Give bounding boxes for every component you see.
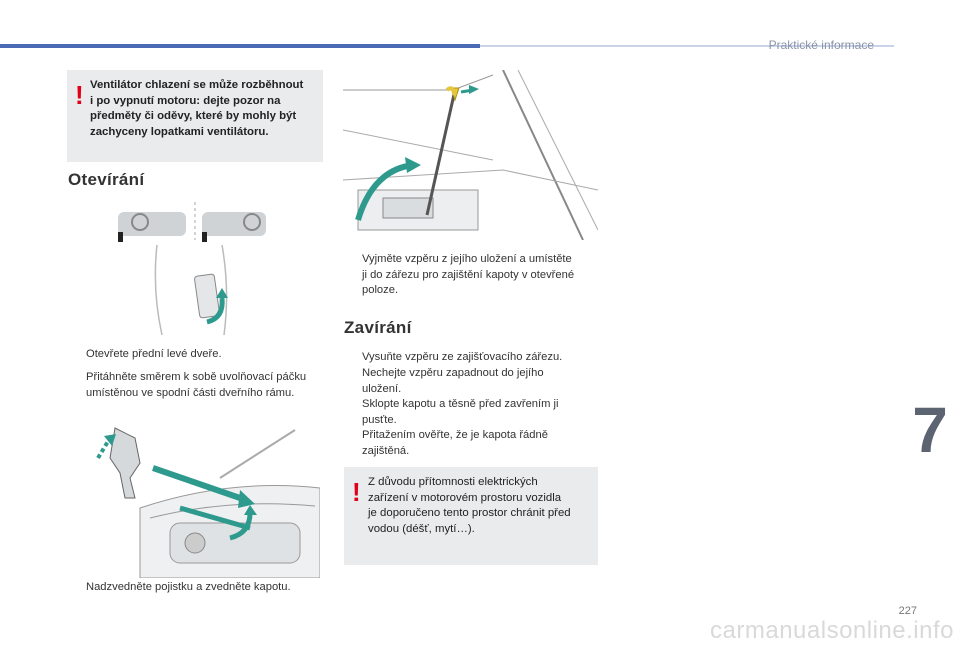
- illustration-hood-prop: [343, 70, 598, 240]
- step-place-prop: [344, 252, 618, 299]
- warning-box-fan: [67, 70, 323, 162]
- page-number: 227: [898, 605, 917, 617]
- step-text-line: Sklopte kapotu a těsně před zavřením ji: [362, 398, 559, 410]
- step-text-line: Nechejte vzpěru zapadnout do jejího: [362, 367, 544, 379]
- step-close-4: [344, 428, 618, 459]
- step-text-line: zajištěná.: [362, 444, 410, 457]
- warning-box-electrical: [344, 467, 598, 565]
- warning-text-fan: [90, 78, 322, 140]
- illustration-release-lever: [112, 200, 272, 340]
- step-text-line: uložení.: [362, 382, 402, 395]
- warning-icon: !: [75, 80, 84, 110]
- step-text-line: poloze.: [362, 284, 399, 296]
- step-text-line: pusťte.: [362, 413, 397, 426]
- step-lift-hood: [68, 580, 348, 596]
- step-text: Otevřete přední levé dveře.: [86, 348, 222, 360]
- warning-icon: !: [352, 477, 361, 507]
- warning-line: předměty či oděvy, které by mohly být: [90, 110, 297, 122]
- step-text-line: Vyjměte vzpěru z jejího uložení a umístěte: [362, 253, 572, 265]
- warning-line: vodou (déšť, mytí…).: [368, 522, 475, 535]
- step-text-line: ji do zářezu pro zajištění kapoty v otevřené: [362, 268, 575, 281]
- warning-line: zařízení v motorovém prostoru vozidla: [368, 491, 562, 504]
- illustration-hood-catch: [80, 418, 320, 578]
- step-close-2: [344, 366, 618, 397]
- warning-line: zachyceny lopatkami ventilátoru.: [90, 125, 269, 138]
- warning-text-electrical: [368, 475, 596, 537]
- watermark: carmanualsonline.info: [710, 617, 954, 644]
- section-heading-opening: Otevírání: [68, 170, 145, 189]
- warning-line: Ventilátor chlazení se může rozběhnout: [90, 79, 304, 91]
- chapter-number: 7: [912, 394, 948, 466]
- warning-line: je doporučeno tento prostor chránit před: [368, 507, 571, 519]
- step-open-door: [68, 347, 336, 363]
- warning-line: Z důvodu přítomnosti elektrických: [368, 476, 538, 488]
- step-pull-lever: [68, 370, 348, 401]
- header-accent-bar: [0, 44, 480, 48]
- step-text-line: Vysuňte vzpěru ze zajišťovacího zářezu.: [362, 351, 563, 363]
- step-close-1: [344, 350, 618, 366]
- section-title: Praktické informace: [768, 38, 874, 52]
- step-text-line: umístěnou ve spodní části dveřního rámu.: [86, 386, 295, 399]
- step-close-3: [344, 397, 618, 428]
- step-text: Nadzvedněte pojistku a zvedněte kapotu.: [86, 581, 291, 593]
- warning-line: i po vypnutí motoru: dejte pozor na: [90, 94, 281, 107]
- step-text-line: Přitáhněte směrem k sobě uvolňovací páčku: [86, 371, 307, 383]
- step-text-line: Přitažením ověřte, že je kapota řádně: [362, 429, 548, 441]
- section-heading-closing: Zavírání: [344, 318, 412, 337]
